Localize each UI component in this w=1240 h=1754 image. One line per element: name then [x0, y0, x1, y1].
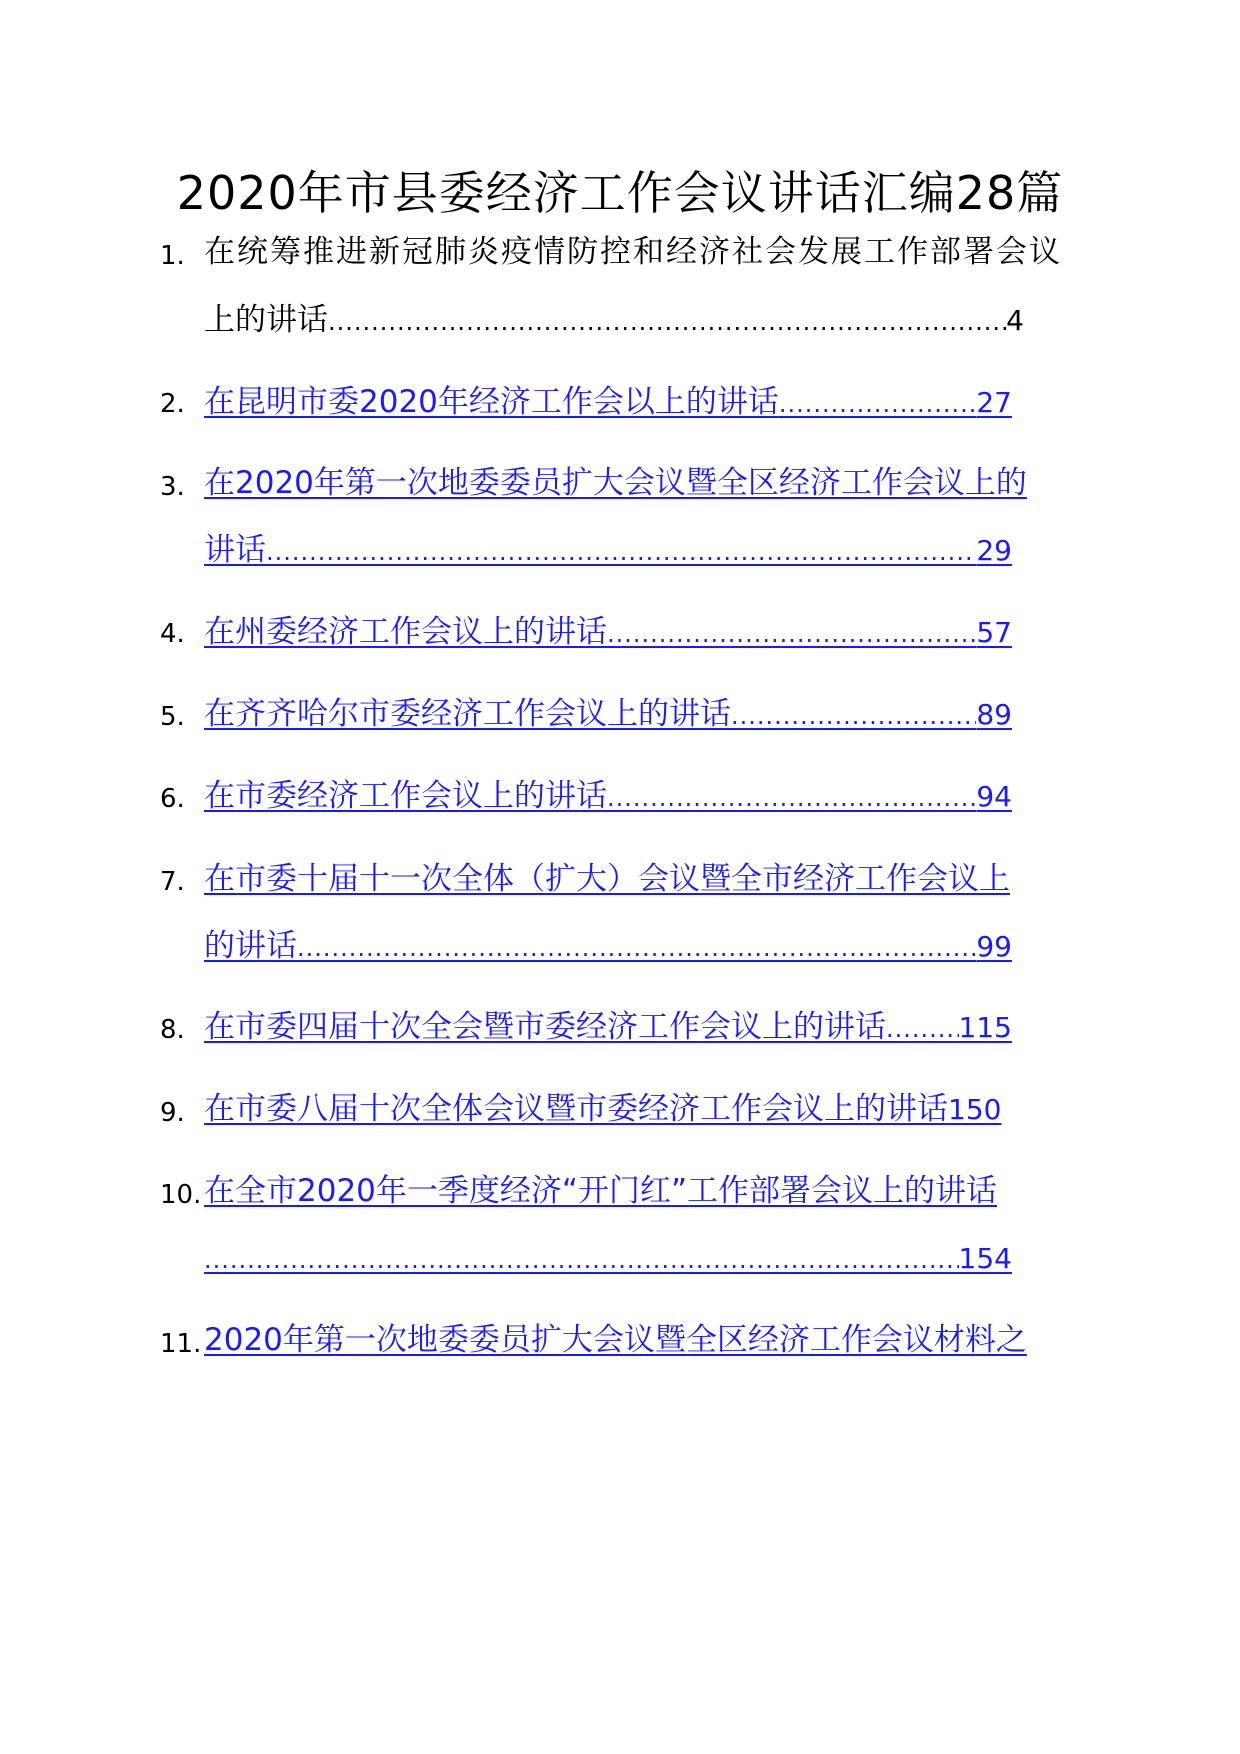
toc-page-number: 154	[958, 1242, 1012, 1275]
dot-leader	[297, 926, 976, 966]
toc-entry-number: 1.	[160, 241, 185, 271]
toc-page-number: 29	[976, 534, 1012, 567]
toc-entry-title-tail: 在市委八届十次全体会议暨市委经济工作会议上的讲话	[204, 1091, 948, 1127]
toc-page-number: 27	[976, 386, 1012, 419]
toc-page-number: 115	[958, 1011, 1012, 1044]
toc-entry-7-link[interactable]	[204, 926, 1012, 966]
toc-page-number: 89	[976, 698, 1012, 731]
toc-page-number: 4	[1006, 304, 1024, 337]
dot-leader	[266, 530, 976, 570]
toc-page-number: 150	[948, 1093, 1002, 1126]
toc-entry-title-tail: 在市委四届十次全会暨市委经济工作会议上的讲话	[204, 1009, 886, 1045]
toc-entry-10-title-line[interactable]: 在全市2020年一季度经济“开门红”工作部署会议上的讲话	[204, 1173, 998, 1209]
toc-page-number: 57	[976, 616, 1012, 649]
dot-leader	[607, 612, 976, 652]
toc-entry-title-tail: 在昆明市委2020年经济工作会以上的讲话	[204, 384, 779, 420]
toc-entry-title-tail: 在市委经济工作会议上的讲话	[204, 778, 607, 814]
toc-entry-5-link[interactable]	[204, 694, 1012, 734]
toc-entry-number: 7.	[160, 867, 185, 897]
toc-entry-number: 3.	[160, 472, 185, 502]
toc-entry-number: 4.	[160, 619, 185, 649]
toc-entry-title-tail: 在州委经济工作会议上的讲话	[204, 614, 607, 650]
dot-leader	[731, 694, 976, 734]
dot-leader	[886, 1007, 959, 1047]
toc-page-number: 94	[976, 780, 1012, 813]
dot-leader	[328, 300, 1006, 340]
toc-entry-9-link[interactable]	[204, 1089, 1046, 1129]
toc-entry-title-tail: 在齐齐哈尔市委经济工作会议上的讲话	[204, 696, 731, 732]
toc-entry-7-title-line[interactable]: 在市委十届十一次全体（扩大）会议暨全市经济工作会议上	[204, 861, 1010, 897]
toc-entry-title-tail: 的讲话	[204, 928, 297, 964]
toc-entry-11-title-line[interactable]: 2020年第一次地委委员扩大会议暨全区经济工作会议材料之	[204, 1322, 1027, 1358]
toc-entry-number: 11.	[160, 1329, 202, 1359]
toc-entry-title-tail: 上的讲话	[204, 302, 328, 338]
toc-entry-3-link[interactable]	[204, 530, 1012, 570]
toc-entry-number: 2.	[160, 389, 185, 419]
toc-entry-title-line: 在统筹推进新冠肺炎疫情防控和经济社会发展工作部署会议	[204, 234, 1062, 270]
toc-entry-number: 9.	[160, 1098, 185, 1128]
toc-entry-8-link[interactable]	[204, 1007, 1012, 1047]
dot-leader	[607, 776, 976, 816]
toc-entry-6-link[interactable]	[204, 776, 1012, 816]
toc-entry-3-title-line[interactable]: 在2020年第一次地委委员扩大会议暨全区经济工作会议上的	[204, 465, 1027, 501]
toc-entry-number: 8.	[160, 1015, 185, 1045]
document-title: 2020年市县委经济工作会议讲话汇编28篇	[176, 166, 1064, 220]
toc-entry-title-tail: 讲话	[204, 532, 266, 568]
dot-leader	[204, 1238, 959, 1278]
dot-leader	[779, 382, 976, 422]
toc-page-number: 99	[976, 930, 1012, 963]
toc-entry-1-leader[interactable]	[204, 300, 1024, 340]
toc-entry-2-link[interactable]	[204, 382, 1012, 422]
toc-entry-10-link[interactable]	[204, 1238, 1012, 1278]
toc-entry-number: 6.	[160, 784, 185, 814]
toc-entry-4-link[interactable]	[204, 612, 1012, 652]
toc-entry-number: 10.	[160, 1180, 202, 1210]
toc-entry-number: 5.	[160, 702, 185, 732]
